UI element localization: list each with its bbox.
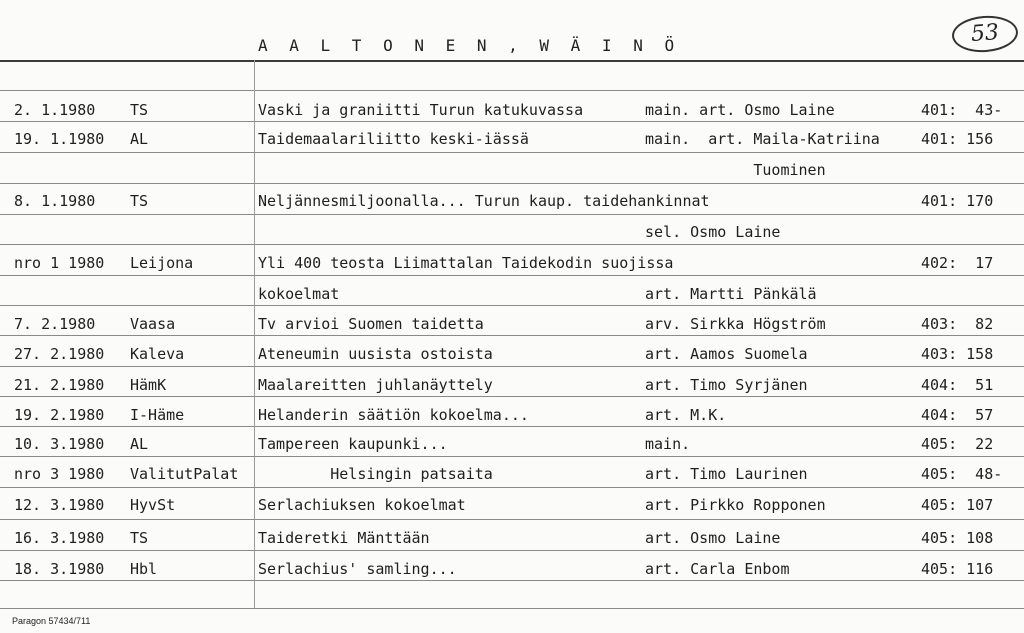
- list-item: [0, 373, 1024, 397]
- list-item: [0, 462, 1024, 486]
- entry-source: TS: [130, 101, 149, 119]
- entry-title: Maalareitten juhlanäyttely: [258, 376, 493, 394]
- entry-source: Leijona: [130, 254, 194, 272]
- entry-ref: 401: 43-: [921, 101, 1003, 119]
- entry-date: 16. 3.1980: [14, 529, 105, 547]
- entry-title: Tampereen kaupunki...: [258, 435, 448, 453]
- entry-type: art. Osmo Laine: [645, 529, 781, 547]
- entry-type: main. art. Maila-Katriina: [645, 130, 880, 148]
- rule: [0, 426, 1024, 427]
- rule: [0, 608, 1024, 609]
- rule: [0, 244, 1024, 245]
- entry-ref: 405: 22: [921, 435, 994, 453]
- entry-type: art. Pirkko Ropponen: [645, 496, 826, 514]
- list-item: [0, 493, 1024, 517]
- entry-date: nro 3 1980: [14, 465, 105, 483]
- list-item: [0, 158, 1024, 182]
- entry-date: 19. 1.1980: [14, 130, 105, 148]
- printer-imprint: Paragon 57434/711: [12, 616, 91, 626]
- list-item: [0, 342, 1024, 366]
- list-item: [0, 189, 1024, 213]
- entry-ref: 404: 51: [921, 376, 994, 394]
- entry-ref: 405: 116: [921, 560, 994, 578]
- entry-source: TS: [130, 529, 149, 547]
- entry-ref: 405: 48-: [921, 465, 1003, 483]
- list-item: [0, 312, 1024, 336]
- entry-title: Ateneumin uusista ostoista: [258, 345, 493, 363]
- entry-ref: 403: 82: [921, 315, 994, 333]
- entry-type: art. Timo Syrjänen: [645, 376, 808, 394]
- entry-ref: 403: 158: [921, 345, 994, 363]
- entry-title: Serlachiuksen kokoelmat: [258, 496, 466, 514]
- list-item: [0, 557, 1024, 581]
- rule: [0, 121, 1024, 122]
- list-item: [0, 98, 1024, 122]
- card-number-circled: 53: [951, 14, 1019, 55]
- entry-ref: 405: 107: [921, 496, 994, 514]
- card-title: A A L T O N E N , W Ä I N Ö: [258, 36, 681, 55]
- rule: [0, 183, 1024, 184]
- list-item: [0, 526, 1024, 550]
- entry-source: Kaleva: [130, 345, 185, 363]
- rule: [0, 396, 1024, 397]
- entry-source: I-Häme: [130, 406, 185, 424]
- rule: [0, 152, 1024, 153]
- entry-date: 27. 2.1980: [14, 345, 105, 363]
- entry-source: HyvSt: [130, 496, 176, 514]
- entry-title: Vaski ja graniitti Turun katukuvassa: [258, 101, 584, 119]
- entry-source: HämK: [130, 376, 167, 394]
- entry-date: 18. 3.1980: [14, 560, 105, 578]
- entry-title: Tv arvioi Suomen taidetta: [258, 315, 484, 333]
- rule: [0, 90, 1024, 91]
- entry-date: 21. 2.1980: [14, 376, 105, 394]
- entry-title: Neljännesmiljoonalla... Turun kaup. taidehankinnat: [258, 192, 710, 210]
- entry-title: kokoelmat: [258, 285, 340, 303]
- rule: [0, 487, 1024, 488]
- entry-ref: 404: 57: [921, 406, 994, 424]
- entry-ref: 401: 156: [921, 130, 994, 148]
- entry-type: art. Martti Pänkälä: [645, 285, 817, 303]
- entry-date: nro 1 1980: [14, 254, 105, 272]
- entry-type: art. Carla Enbom: [645, 560, 790, 578]
- entry-title: Helanderin säätiön kokoelma...: [258, 406, 529, 424]
- entry-source: AL: [130, 435, 149, 453]
- entry-ref: 402: 17: [921, 254, 994, 272]
- rule: [0, 335, 1024, 336]
- list-item: [0, 432, 1024, 456]
- rule: [0, 519, 1024, 520]
- list-item: [0, 282, 1024, 306]
- rule: [0, 550, 1024, 551]
- list-item: [0, 251, 1024, 275]
- entry-type: art. Aamos Suomela: [645, 345, 808, 363]
- entry-title: Serlachius' samling...: [258, 560, 457, 578]
- entry-title: Yli 400 teosta Liimattalan Taidekodin suojissa: [258, 254, 674, 272]
- entry-source: AL: [130, 130, 149, 148]
- entry-date: 12. 3.1980: [14, 496, 105, 514]
- entry-ref: 401: 170: [921, 192, 994, 210]
- rule: [0, 580, 1024, 581]
- entry-type: main.: [645, 435, 691, 453]
- entry-source: ValitutPalat: [130, 465, 239, 483]
- entry-date: 2. 1.1980: [14, 101, 96, 119]
- rule: [0, 456, 1024, 457]
- entry-date: 7. 2.1980: [14, 315, 96, 333]
- list-item: [0, 403, 1024, 427]
- header-rule: [0, 60, 1024, 62]
- entry-type: arv. Sirkka Högström: [645, 315, 826, 333]
- rule: [0, 305, 1024, 306]
- rule: [0, 214, 1024, 215]
- rule: [0, 275, 1024, 276]
- entry-type: main. art. Osmo Laine: [645, 101, 835, 119]
- list-item: [0, 127, 1024, 151]
- entry-date: 8. 1.1980: [14, 192, 96, 210]
- entry-title: Taidemaalariliitto keski-iässä: [258, 130, 529, 148]
- entry-source: Vaasa: [130, 315, 176, 333]
- entry-date: 19. 2.1980: [14, 406, 105, 424]
- entry-title: Taideretki Mänttään: [258, 529, 430, 547]
- rule: [0, 366, 1024, 367]
- entry-type: Tuominen: [645, 161, 826, 179]
- entry-title: Helsingin patsaita: [258, 465, 493, 483]
- entry-type: sel. Osmo Laine: [645, 223, 781, 241]
- entry-type: art. Timo Laurinen: [645, 465, 808, 483]
- entry-source: Hbl: [130, 560, 158, 578]
- entry-source: TS: [130, 192, 149, 210]
- entry-type: art. M.K.: [645, 406, 727, 424]
- entry-ref: 405: 108: [921, 529, 994, 547]
- list-item: [0, 220, 1024, 244]
- entry-date: 10. 3.1980: [14, 435, 105, 453]
